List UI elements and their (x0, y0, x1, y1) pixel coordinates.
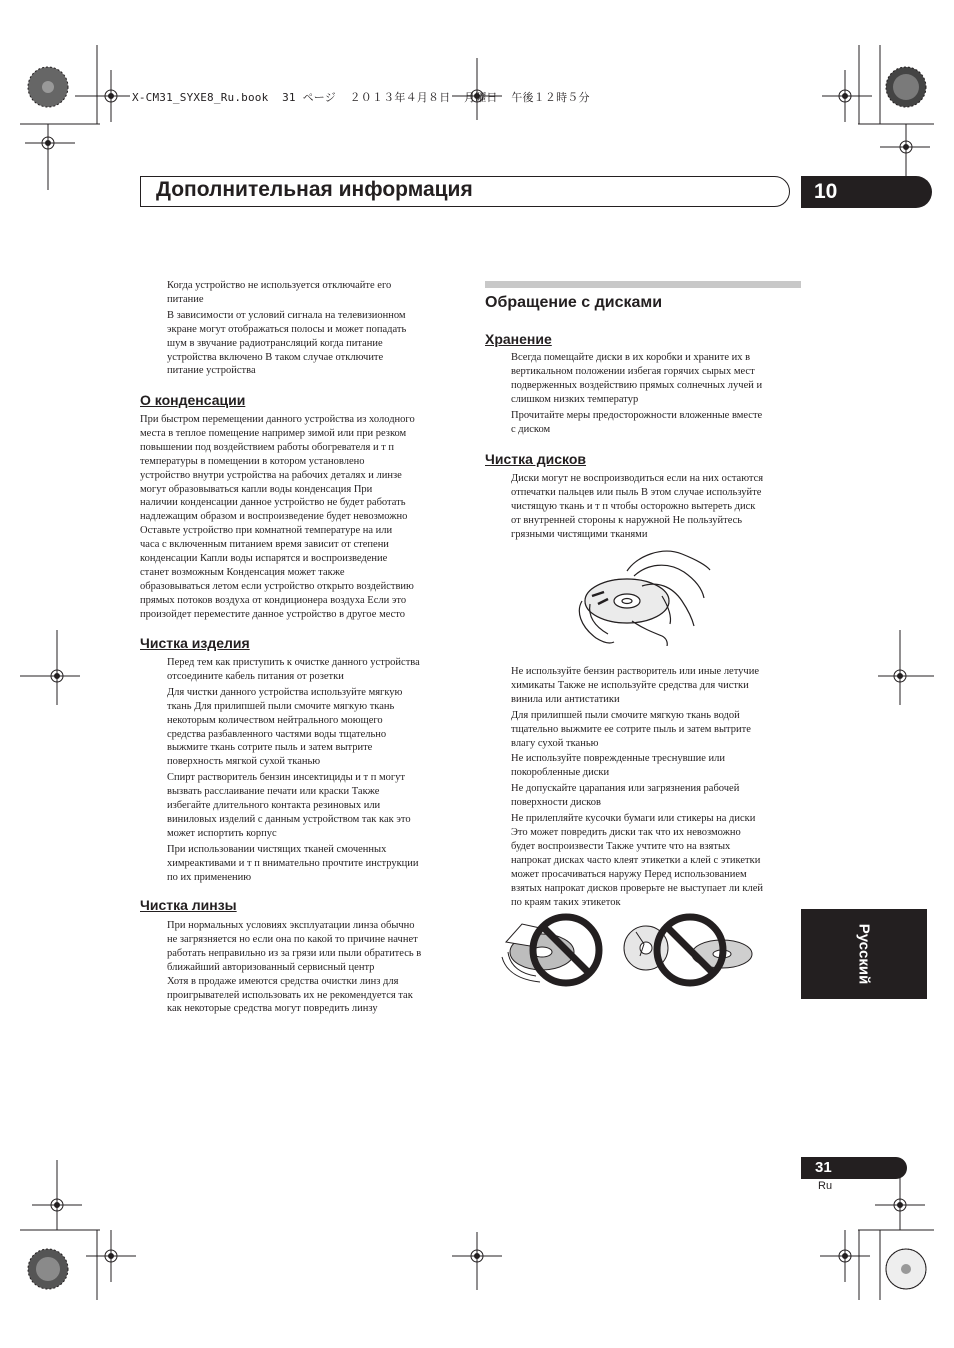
condensation-paragraph (140, 413, 415, 622)
section-title-disc-handling: Обращение с дисками (485, 294, 663, 311)
intro-paragraph (167, 279, 406, 378)
text-line: Спирт растворитель бензин инсектициды и т п могут (167, 772, 405, 784)
text-line: поверхности дисков (511, 797, 601, 809)
cleaning-unit-paragraph (167, 656, 420, 885)
text-line: Для прилипшей пыли смочите мягкую ткань водой (511, 709, 740, 721)
text-line: химреактивами и т п внимательно прочтите инструкции (167, 857, 419, 869)
text-line: выжмите ткань сотрите пыль и затем вытрите (167, 742, 373, 754)
text-line: чистящую ткань и т п чтобы осторожно вытереть диск (511, 500, 756, 512)
text-line: грязными чистящими тканями (511, 528, 648, 540)
section-divider-bar (485, 281, 801, 288)
text-line: виниловых изделий с данным устройством так как это (167, 813, 411, 825)
text-line: устройства включено В таком случае отключите (167, 351, 384, 363)
text-line: отсоедините кабель питания от розетки (167, 670, 344, 682)
text-line: с диском (511, 423, 551, 435)
heading-storage: Хранение (485, 331, 552, 347)
text-line: повышении под воздействием работы обогревателя и т п (140, 441, 395, 453)
text-line: средства разбавленного частями воды тщательно (167, 728, 387, 740)
text-line: Не используйте поврежденные треснувшие или (511, 753, 725, 765)
text-line: по их применению (167, 871, 252, 883)
text-line: В зависимости от условий сигнала на телевизионном (167, 309, 406, 321)
text-line: могут образовываться капли воды конденсация При (140, 483, 373, 495)
heading-cleaning-unit: Чистка изделия (140, 635, 250, 651)
text-line: вызвать расслаивание печати или краски Также (167, 786, 380, 798)
page-number: 31 (801, 1157, 907, 1179)
text-line: Когда устройство не используется отключайте его (167, 280, 392, 291)
text-line: питание (167, 293, 204, 305)
text-line: Это может повредить диски так что их невозможно (511, 826, 741, 838)
text-line: работать неправильно из за грязи или пыли обратитесь в (167, 947, 422, 959)
text-line: Не прилепляйте кусочки бумаги или стикеры на диски (511, 813, 756, 825)
text-line: может испортить корпус (167, 827, 277, 839)
heading-condensation: О конденсации (140, 392, 246, 408)
text-line: прямых потоков воздуха от кондиционера воздуха Если это (140, 594, 407, 606)
text-line: места в теплое помещение например зимой или при резком (140, 427, 407, 439)
text-line: будет воспроизвести Также учтите что на взятых (511, 840, 731, 852)
storage-paragraph (511, 351, 762, 436)
text-line: тщательно выжмите ее сотрите пыль и затем вытрите (511, 723, 751, 735)
text-line: наличии конденсации данное устройство не будет работать (140, 497, 406, 509)
text-line: конденсации Капли воды испарятся и воспроизведение (140, 553, 388, 565)
text-line: Для чистки данного устройства используйте мягкую (167, 686, 403, 698)
page-language-code: Ru (818, 1180, 833, 1192)
text-line: как некоторые средства могут повредить линзу (167, 1003, 378, 1015)
text-line: При быстром перемещении данного устройства из холодного (140, 414, 415, 425)
heading-disc-cleaning: Чистка дисков (485, 451, 587, 467)
disc-cleaning-paragraph (511, 472, 763, 542)
text-line: поверхность мягкой сухой тканью (167, 756, 321, 768)
cleaning-lens-paragraph (167, 919, 421, 1016)
text-line: Всегда помещайте диски в их коробки и храните их в (511, 352, 751, 363)
text-line: не загрязняется но если она по какой то причине начнет (167, 933, 418, 945)
text-line: температуры в помещении в котором установлено (140, 455, 365, 467)
language-side-tab (801, 909, 927, 999)
text-line: слишком низких температур (511, 393, 639, 405)
text-line: винила или антистатики (511, 693, 620, 705)
text-line: Не используйте бензин растворитель или иные летучие (511, 666, 759, 677)
text-line: ткань Для прилипшей пыли смочите мягкую ткань (167, 700, 395, 712)
text-line: образовываться летом если устройство открыто воздействию (140, 580, 414, 592)
text-line: взятых напрокат дисков проверьте не выступает ли клей (511, 882, 764, 894)
text-line: Не допускайте царапания или загрязнения рабочей (511, 783, 740, 795)
text-line: устройство внутри устройства на рабочих деталях и линзе (140, 469, 402, 481)
text-line: проигрывателей использовать их не рекомендуется так (167, 989, 413, 1001)
text-line: влагу сухой тканью (511, 737, 599, 749)
text-line: шум в звучание радиотрансляций когда питание (167, 337, 383, 349)
language-tab-label: Русский (855, 923, 873, 985)
print-info-line: X-CM31_SYXE8_Ru.book 31 ページ ２０１３年４月８日 月曜日 午後１２時５分 (132, 91, 590, 104)
text-line: напрокат дисках часто клеят этикетки а клей с этикетки (511, 854, 761, 866)
text-line: покоробленные диски (511, 767, 610, 779)
text-line: избегайте длительного контакта резиновых или (167, 800, 381, 812)
text-line: Хотя в продаже имеются средства очистки линз для (167, 975, 399, 987)
text-line: произойдет переместите данное устройство в другое место (140, 608, 405, 620)
no-sticker-disc-illustration (500, 912, 608, 988)
text-line: надлежащим образом и воспроизведение будет невозможно (140, 511, 408, 523)
text-line: химикаты Также не используйте средства для чистки (511, 679, 749, 691)
text-line: экране могут отображаться полосы и может попадать (167, 323, 407, 335)
text-line: Оставьте устройство при комнатной температуре на или (140, 525, 393, 537)
text-line: вертикальном положении избегая горячих сырых мест (511, 365, 755, 377)
text-line: станет возможным Конденсация может также (140, 566, 345, 578)
text-line: Перед тем как приступить к очистке данного устройства (167, 657, 420, 668)
text-line: При использовании чистящих тканей смоченных (167, 843, 387, 855)
text-line: от внутренней стороны к наружной Не пользуйтесь (511, 514, 743, 526)
chapter-number-tab: 10 (801, 176, 932, 208)
text-line: отпечатки пальцев или пыль В этом случае используйте (511, 486, 762, 498)
text-line: Диски могут не воспроизводиться если на них остаются (511, 473, 764, 484)
disc-cleaning-paragraph-2 (511, 665, 763, 909)
text-line: ближайший авторизованный сервисный центр (167, 961, 375, 973)
text-line: по краям таких этикеток (511, 896, 621, 908)
heading-cleaning-lens: Чистка линзы (140, 897, 237, 913)
text-line: питание устройства (167, 365, 256, 377)
no-warped-disc-illustration (622, 912, 754, 988)
page-title: Дополнительная информация (156, 178, 473, 201)
text-line: подверженных воздействию прямых солнечных лучей и (511, 379, 763, 391)
text-line: При нормальных условиях эксплуатации линза обычно (167, 920, 415, 931)
disc-wiping-illustration (572, 546, 712, 646)
text-line: может просачиваться наружу Перед использованием (511, 868, 747, 880)
text-line: Прочитайте меры предосторожности вложенные вместе (511, 409, 763, 421)
text-line: некоторым количеством нейтрального моющего (167, 714, 383, 726)
text-line: часа с включенным питанием время зависит от степени (140, 539, 389, 551)
